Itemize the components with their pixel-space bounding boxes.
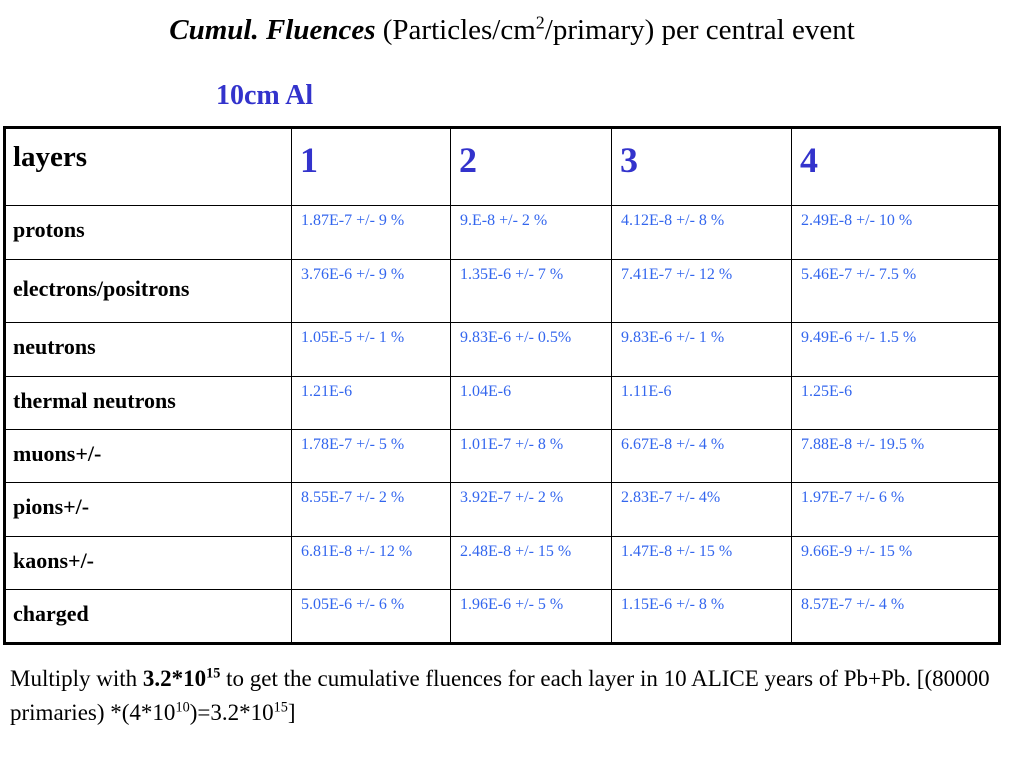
row-label: pions+/- (5, 483, 292, 537)
table-row (5, 377, 1000, 430)
header-layer-1: 1 (292, 128, 451, 206)
fluence-cell: 8.57E-7 +/- 4 % (792, 590, 1000, 644)
table-row (5, 260, 1000, 323)
fluence-cell: 2.83E-7 +/- 4% (612, 483, 792, 537)
fluence-cell: 1.15E-6 +/- 8 % (612, 590, 792, 644)
header-corner: layers (5, 128, 292, 206)
footnote-exp-2: 15 (273, 699, 288, 716)
title-emphasis: Cumul. Fluences (169, 14, 376, 46)
footnote (10, 662, 1020, 730)
title-rest-end: /primary) per central event (544, 14, 855, 46)
fluence-cell: 7.41E-7 +/- 12 % (612, 260, 792, 323)
fluence-cell: 1.96E-6 +/- 5 % (451, 590, 612, 644)
fluence-cell: 5.46E-7 +/- 7.5 % (792, 260, 1000, 323)
fluence-cell: 3.76E-6 +/- 9 % (292, 260, 451, 323)
fluence-cell: 3.92E-7 +/- 2 % (451, 483, 612, 537)
fluence-cell: 1.87E-7 +/- 9 % (292, 206, 451, 260)
header-layer-3: 3 (612, 128, 792, 206)
fluence-cell: 9.66E-9 +/- 15 % (792, 537, 1000, 590)
header-layer-2: 2 (451, 128, 612, 206)
fluence-cell: 9.49E-6 +/- 1.5 % (792, 323, 1000, 377)
footnote-text-3: )=3.2*10 (189, 700, 274, 725)
fluence-cell: 8.55E-7 +/- 2 % (292, 483, 451, 537)
page-subtitle: 10cm Al (216, 80, 314, 111)
table-row (5, 590, 1000, 644)
row-label: thermal neutrons (5, 377, 292, 430)
fluence-cell: 1.01E-7 +/- 8 % (451, 430, 612, 483)
fluence-cell: 1.11E-6 (612, 377, 792, 430)
fluence-cell: 9.E-8 +/- 2 % (451, 206, 612, 260)
fluence-cell: 7.88E-8 +/- 19.5 % (792, 430, 1000, 483)
footnote-factor-base: 3.2*10 (142, 666, 207, 691)
fluence-cell: 6.81E-8 +/- 12 % (292, 537, 451, 590)
fluence-cell: 6.67E-8 +/- 4 % (612, 430, 792, 483)
footnote-exp-1: 10 (175, 699, 190, 716)
fluence-cell: 2.49E-8 +/- 10 % (792, 206, 1000, 260)
footnote-text-4: ] (287, 700, 296, 725)
row-label: protons (5, 206, 292, 260)
fluence-cell: 1.47E-8 +/- 15 % (612, 537, 792, 590)
title-rest: (Particles/cm (375, 14, 536, 46)
table-row (5, 537, 1000, 590)
table-row (5, 206, 1000, 260)
page-title (0, 10, 1024, 50)
fluence-cell: 1.97E-7 +/- 6 % (792, 483, 1000, 537)
fluence-cell: 1.05E-5 +/- 1 % (292, 323, 451, 377)
fluence-cell: 1.21E-6 (292, 377, 451, 430)
fluence-cell: 5.05E-6 +/- 6 % (292, 590, 451, 644)
row-label: charged (5, 590, 292, 644)
fluence-cell: 1.25E-6 (792, 377, 1000, 430)
fluence-cell: 1.04E-6 (451, 377, 612, 430)
fluence-cell: 9.83E-6 +/- 1 % (612, 323, 792, 377)
table-row (5, 323, 1000, 377)
title-superscript: 2 (535, 12, 545, 33)
fluence-cell: 2.48E-8 +/- 15 % (451, 537, 612, 590)
footnote-text-1: Multiply with (10, 666, 143, 691)
footnote-factor-exp: 15 (206, 665, 221, 682)
row-label: kaons+/- (5, 537, 292, 590)
fluence-cell: 1.78E-7 +/- 5 % (292, 430, 451, 483)
fluence-cell: 9.83E-6 +/- 0.5% (451, 323, 612, 377)
footnote-factor (143, 666, 221, 691)
row-label: muons+/- (5, 430, 292, 483)
table-row (5, 430, 1000, 483)
row-label: neutrons (5, 323, 292, 377)
table-row (5, 483, 1000, 537)
fluence-table (3, 126, 1001, 645)
header-layer-4: 4 (792, 128, 1000, 206)
table-header-row (5, 128, 1000, 206)
row-label: electrons/positrons (5, 260, 292, 323)
fluence-cell: 4.12E-8 +/- 8 % (612, 206, 792, 260)
footnote-text-2: to get the cumulative fluences for each layer in 10 ALICE years of Pb+Pb. [(80000 primaries) *(4*10 (10, 666, 990, 725)
fluence-cell: 1.35E-6 +/- 7 % (451, 260, 612, 323)
